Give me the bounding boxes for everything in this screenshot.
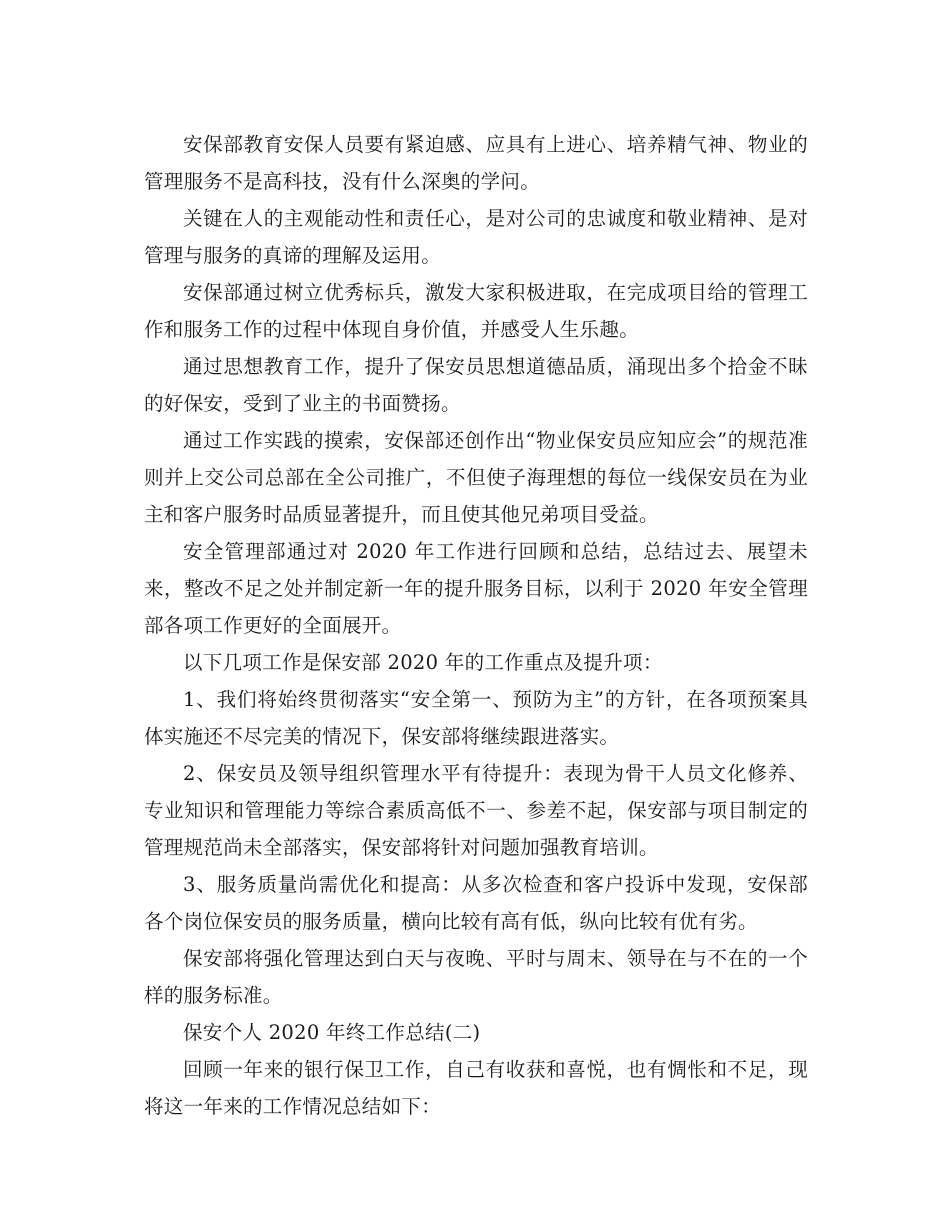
paragraph-3: 安保部通过树立优秀标兵，激发大家积极进取，在完成项目给的管理工作和服务工作的过程中体现自身价值，并感受人生乐趣。	[144, 281, 808, 341]
paragraph-1: 安保部教育安保人员要有紧迫感、应具有上进心、培养精气神、物业的管理服务不是高科技，没有什么深奥的学问。	[144, 133, 808, 193]
list-item-2: 2、保安员及领导组织管理水平有待提升：表现为骨干人员文化修养、专业知识和管理能力等综合素质高低不一、参差不起，保安部与项目制定的管理规范尚未全部落实，保安部将针对问题加强教育培训。	[144, 762, 808, 859]
list-item-1: 1、我们将始终贯彻落实“安全第一、预防为主”的方针，在各项预案具体实施还不尽完美的情况下，保安部将继续跟进落实。	[144, 688, 808, 748]
paragraph-5: 通过工作实践的摸索，安保部还创作出“物业保安员应知应会”的规范准则并上交公司总部在全公司推广，不但使子海理想的每位一线保安员在为业主和客户服务时品质显著提升，而且使其他兄弟项目受益。	[144, 429, 808, 526]
paragraph-4: 通过思想教育工作，提升了保安员思想道德品质，涌现出多个拾金不昧的好保安，受到了业主的书面赞扬。	[144, 355, 808, 415]
paragraph-8: 保安部将强化管理达到白天与夜晚、平时与周末、领导在与不在的一个样的服务标准。	[144, 947, 808, 1007]
document-body	[144, 126, 808, 1125]
list-item-3: 3、服务质量尚需优化和提高：从多次检查和客户投诉中发现，安保部各个岗位保安员的服务质量，横向比较有高有低，纵向比较有优有劣。	[144, 873, 808, 933]
paragraph-2: 关键在人的主观能动性和责任心，是对公司的忠诚度和敬业精神、是对管理与服务的真谛的理解及运用。	[144, 207, 808, 267]
section-heading: 保安个人 2020 年终工作总结(二)	[183, 1021, 481, 1044]
paragraph-7: 以下几项工作是保安部 2020 年的工作重点及提升项：	[183, 651, 663, 674]
paragraph-6: 安全管理部通过对 2020 年工作进行回顾和总结，总结过去、展望未来，整改不足之处并制定新一年的提升服务目标，以利于 2020 年安全管理部各项工作更好的全面展开。	[144, 540, 808, 637]
paragraph-9: 回顾一年来的银行保卫工作，自己有收获和喜悦，也有惆怅和不足，现将这一年来的工作情况总结如下：	[144, 1058, 808, 1118]
